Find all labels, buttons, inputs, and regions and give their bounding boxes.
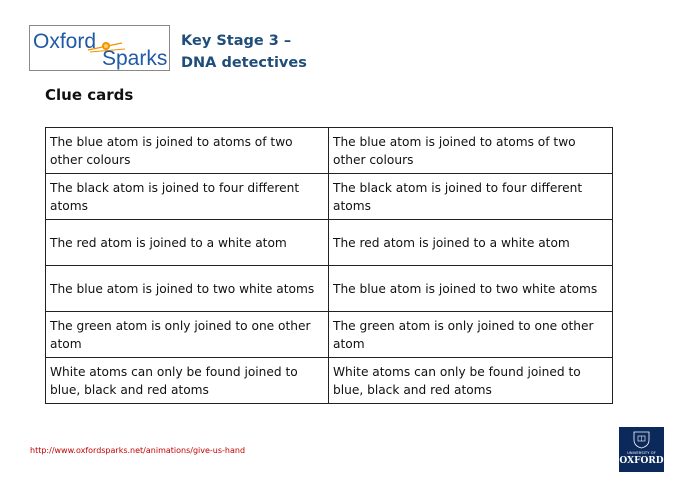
logo-text-sparks: Sparks [102, 47, 168, 70]
clue-card: The green atom is only joined to one other atom [329, 312, 613, 358]
university-of-label: UNIVERSITY OF [627, 451, 656, 455]
table-row [46, 358, 613, 404]
oxford-label: OXFORD [619, 456, 664, 466]
section-title: Clue cards [45, 86, 134, 104]
clue-card: White atoms can only be found joined to blue, black and red atoms [46, 358, 329, 404]
clue-card: The blue atom is joined to atoms of two other colours [329, 128, 613, 174]
table-row [46, 220, 613, 266]
table-row [46, 266, 613, 312]
clue-card: The blue atom is joined to two white atoms [46, 266, 329, 312]
crest-icon [633, 431, 650, 449]
table-row [46, 174, 613, 220]
university-of-oxford-logo [619, 427, 664, 472]
clue-card: The black atom is joined to four different atoms [329, 174, 613, 220]
table-row [46, 128, 613, 174]
clue-card: The green atom is only joined to one other atom [46, 312, 329, 358]
logo-text-oxford: Oxford [33, 30, 97, 53]
table-row [46, 312, 613, 358]
oxford-sparks-logo [29, 25, 170, 71]
clue-card: The blue atom is joined to two white atoms [329, 266, 613, 312]
clue-card: The red atom is joined to a white atom [46, 220, 329, 266]
clue-card: The black atom is joined to four different atoms [46, 174, 329, 220]
clue-card: The red atom is joined to a white atom [329, 220, 613, 266]
footer-url-link[interactable]: http://www.oxfordsparks.net/animations/give-us-hand [30, 446, 246, 455]
header-title-line1: Key Stage 3 – [181, 33, 292, 49]
clue-card: White atoms can only be found joined to blue, black and red atoms [329, 358, 613, 404]
clue-card: The blue atom is joined to atoms of two other colours [46, 128, 329, 174]
header-title-line2: DNA detectives [181, 55, 307, 71]
page-header-title [181, 30, 307, 74]
clue-cards-table [45, 127, 613, 404]
